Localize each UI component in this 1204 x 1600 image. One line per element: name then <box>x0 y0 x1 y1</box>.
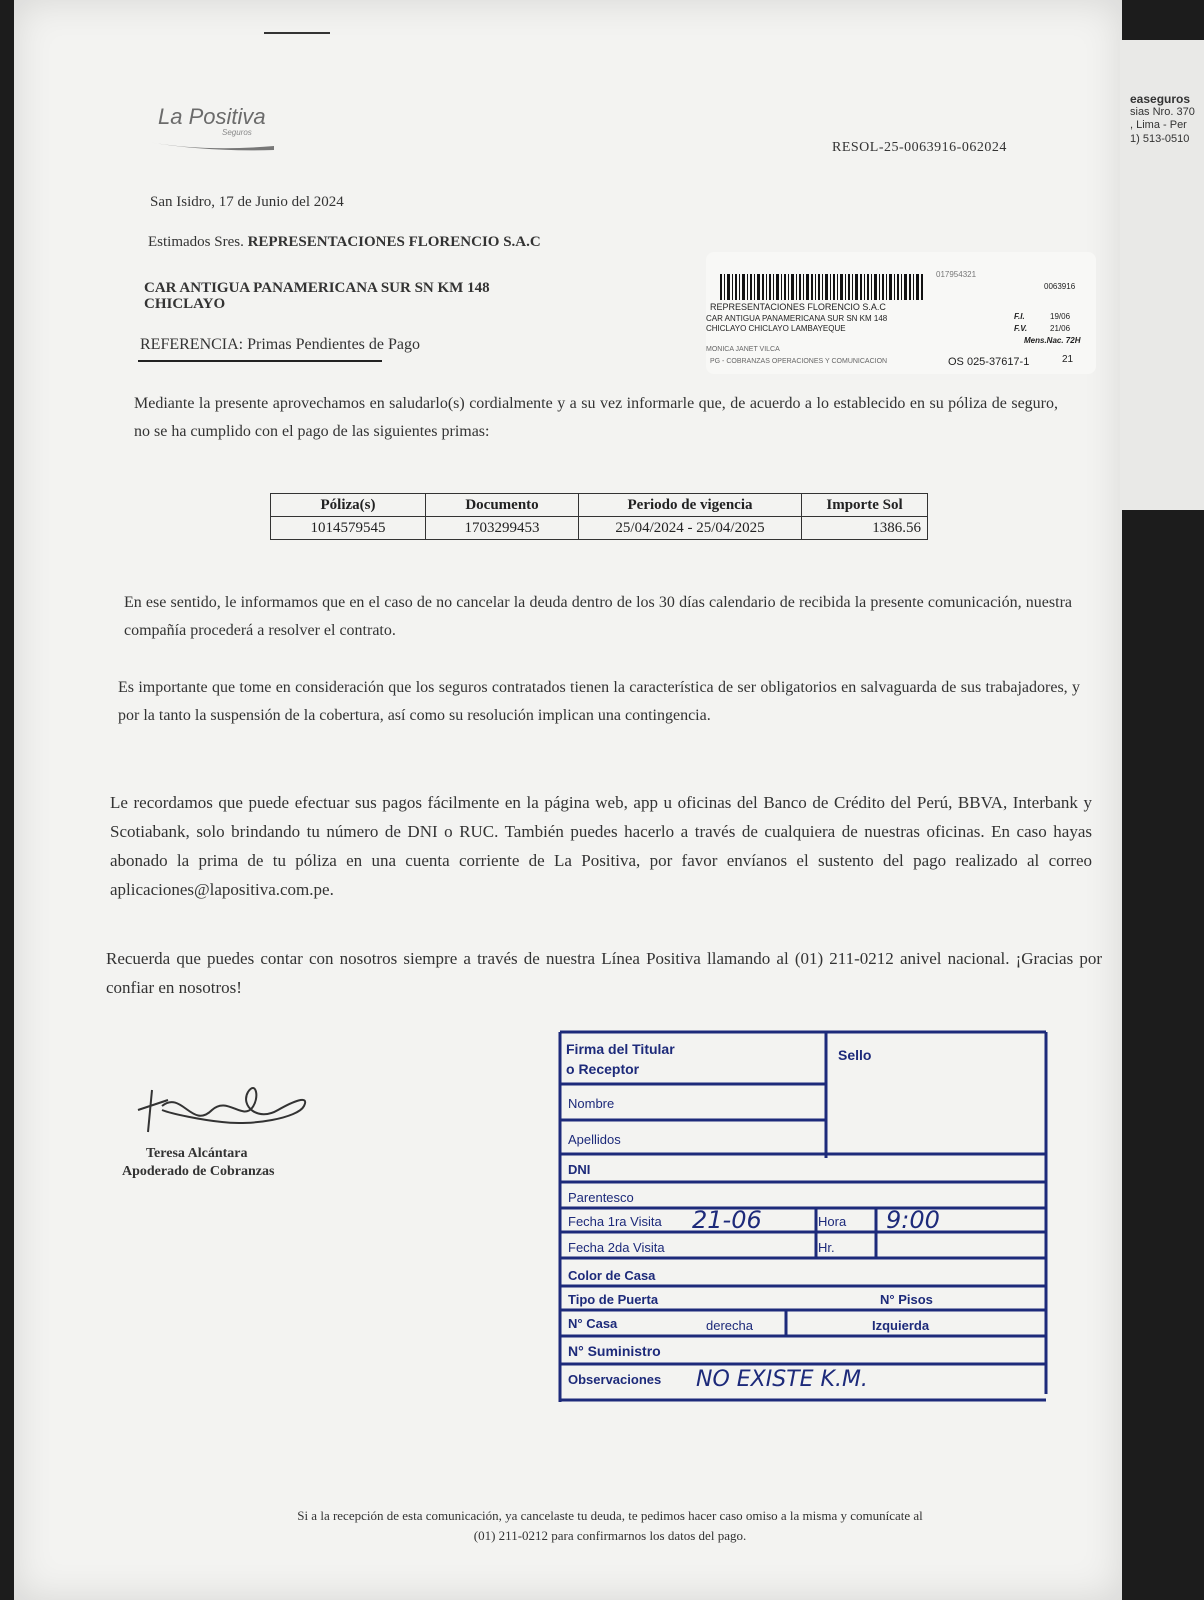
reference-value: Primas Pendientes de Pago <box>247 336 420 353</box>
partial-text: 1) 513-0510 <box>1130 133 1190 145</box>
fecha-2da-visita-label: Fecha 2da Visita <box>568 1240 665 1255</box>
firma-label: Firma del Titular <box>566 1041 675 1057</box>
column-header: Periodo de vigencia <box>579 494 802 517</box>
period-cell: 25/04/2024 - 25/04/2025 <box>579 517 802 540</box>
column-header: Importe Sol <box>802 494 928 517</box>
paragraph-5: Recuerda que puedes contar con nosotros siempre a través de nuestra Línea Positiva llamando al (01) 211-0212 anivel nacional. ¡Gracias por confiar en nosotros! <box>106 949 1102 997</box>
dni-label: DNI <box>568 1162 591 1177</box>
company-logo: La Positiva <box>158 104 266 129</box>
hora-label: Hora <box>818 1214 847 1229</box>
fecha-1ra-visita-value: 21-06 <box>692 1206 762 1234</box>
greeting-prefix: Estimados Sres. <box>148 234 244 250</box>
nombre-label: Nombre <box>568 1096 615 1111</box>
amount-cell: 1386.56 <box>802 517 928 540</box>
sello-label: Sello <box>838 1047 872 1063</box>
table-header-row <box>271 494 928 517</box>
footer-line-1: Si a la recepción de esta comunicación, ya cancelaste tu deuda, te pedimos hacer caso omiso a la misma y comunícate al <box>297 1508 923 1523</box>
tipo-puerta-label: Tipo de Puerta <box>568 1292 659 1307</box>
reference <box>140 336 420 354</box>
label-fi-value: 19/06 <box>1050 312 1071 321</box>
logo-swoosh-icon <box>146 136 276 152</box>
signer-name: Teresa Alcántara <box>146 1146 248 1161</box>
mailing-label <box>706 252 1096 374</box>
reference-underline <box>138 360 382 362</box>
partial-text: easeguros <box>1130 92 1191 106</box>
label-os-number: 21 <box>1062 354 1074 365</box>
paragraph-3: Es importante que tome en consideración que los seguros contratados tienen la característica de ser obligatorios en salvaguarda de sus trabajadores, y por la tanto la suspensión de la cobertura, así como su resolución implican una contingencia. <box>118 679 1080 724</box>
company-name: REPRESENTACIONES FLORENCIO S.A.C <box>247 234 541 250</box>
hora-value: 9:00 <box>886 1206 940 1234</box>
paragraph-2: En ese sentido, le informamos que en el caso de no cancelar la deuda dentro de los 30 días calendario de recibida la presente comunicación, nuestra compañía procederá a resolver el contrato. <box>124 594 1072 639</box>
label-right-code: 0063916 <box>1044 282 1076 291</box>
izquierda-label: Izquierda <box>872 1318 930 1333</box>
signature-icon <box>132 1070 318 1140</box>
label-mens: Mens.Nac. 72H <box>1024 336 1081 345</box>
partial-text: sias Nro. 370 <box>1130 106 1195 118</box>
column-header: Póliza(s) <box>271 494 426 517</box>
greeting <box>148 234 541 251</box>
color-casa-label: Color de Casa <box>568 1268 656 1283</box>
fecha-1ra-visita-label: Fecha 1ra Visita <box>568 1214 662 1229</box>
label-fv-value: 21/06 <box>1050 324 1071 333</box>
barcode-icon <box>720 274 926 300</box>
delivery-stamp <box>556 1028 1056 1402</box>
column-header: Documento <box>426 494 579 517</box>
paragraph-4: Le recordamos que puede efectuar sus pagos fácilmente en la página web, app u oficinas del Banco de Crédito del Perú, BBVA, Interbank y Scotiabank, solo brindando tu número de DNI o RUC. También puedes hacerlo a través de cualquiera de nuestras oficinas. En caso hayas abonado la prima de tu póliza en una cuenta corriente de La Positiva, por favor envíanos el sustento del pago realizado al correo aplicaciones@lapositiva.com.pe. <box>110 793 1092 899</box>
label-fi: F.I. <box>1014 312 1025 321</box>
partial-text: , Lima - Per <box>1130 119 1187 131</box>
derecha-label: derecha <box>706 1318 753 1333</box>
address-line-1: CAR ANTIGUA PANAMERICANA SUR SN KM 148 <box>144 280 490 296</box>
n-casa-label: N° Casa <box>568 1316 618 1331</box>
address-line-2: CHICLAYO <box>144 296 226 312</box>
parentesco-label: Parentesco <box>568 1190 634 1205</box>
suministro-label: N° Suministro <box>568 1343 661 1359</box>
reference-label: REFERENCIA: <box>140 336 244 353</box>
intro-paragraph: Mediante la presente aprovechamos en saludarlo(s) cordialmente y a su vez informarle que, de acuerdo a lo establecido en su póliza de seguro, no se ha cumplido con el pago de las siguientes primas: <box>134 395 1058 440</box>
resolution-code: RESOL-25-0063916-062024 <box>832 140 1007 155</box>
document-cell: 1703299453 <box>426 517 579 540</box>
table-row <box>271 517 928 540</box>
pending-premiums-table <box>270 493 928 540</box>
hora-2-label: Hr. <box>818 1240 835 1255</box>
firma-label-2: o Receptor <box>566 1061 640 1077</box>
apellidos-label: Apellidos <box>568 1132 621 1147</box>
pisos-label: N° Pisos <box>880 1292 933 1307</box>
signer-title: Apoderado de Cobranzas <box>122 1164 275 1179</box>
observaciones-value: NO EXISTE K.M. <box>696 1367 868 1392</box>
label-address-1: CAR ANTIGUA PANAMERICANA SUR SN KM 148 <box>706 314 888 323</box>
policy-cell: 1014579545 <box>271 517 426 540</box>
logo-subtitle: Seguros <box>222 128 252 137</box>
label-top-code: 017954321 <box>936 270 977 279</box>
label-address-2: CHICLAYO CHICLAYO LAMBAYEQUE <box>706 324 846 333</box>
observaciones-label: Observaciones <box>568 1372 662 1387</box>
label-fv: F.V. <box>1014 324 1028 333</box>
label-os: OS 025-37617-1 <box>948 356 1030 368</box>
footer-line-2: (01) 211-0212 para confirmarnos los datos del pago. <box>473 1528 747 1543</box>
label-name: REPRESENTACIONES FLORENCIO S.A.C <box>710 302 886 312</box>
label-contact: MONICA JANET VILCA <box>706 346 780 353</box>
label-department: PG - COBRANZAS OPERACIONES Y COMUNICACION <box>710 358 888 365</box>
mark <box>264 32 330 34</box>
date-line: San Isidro, 17 de Junio del 2024 <box>150 194 344 210</box>
